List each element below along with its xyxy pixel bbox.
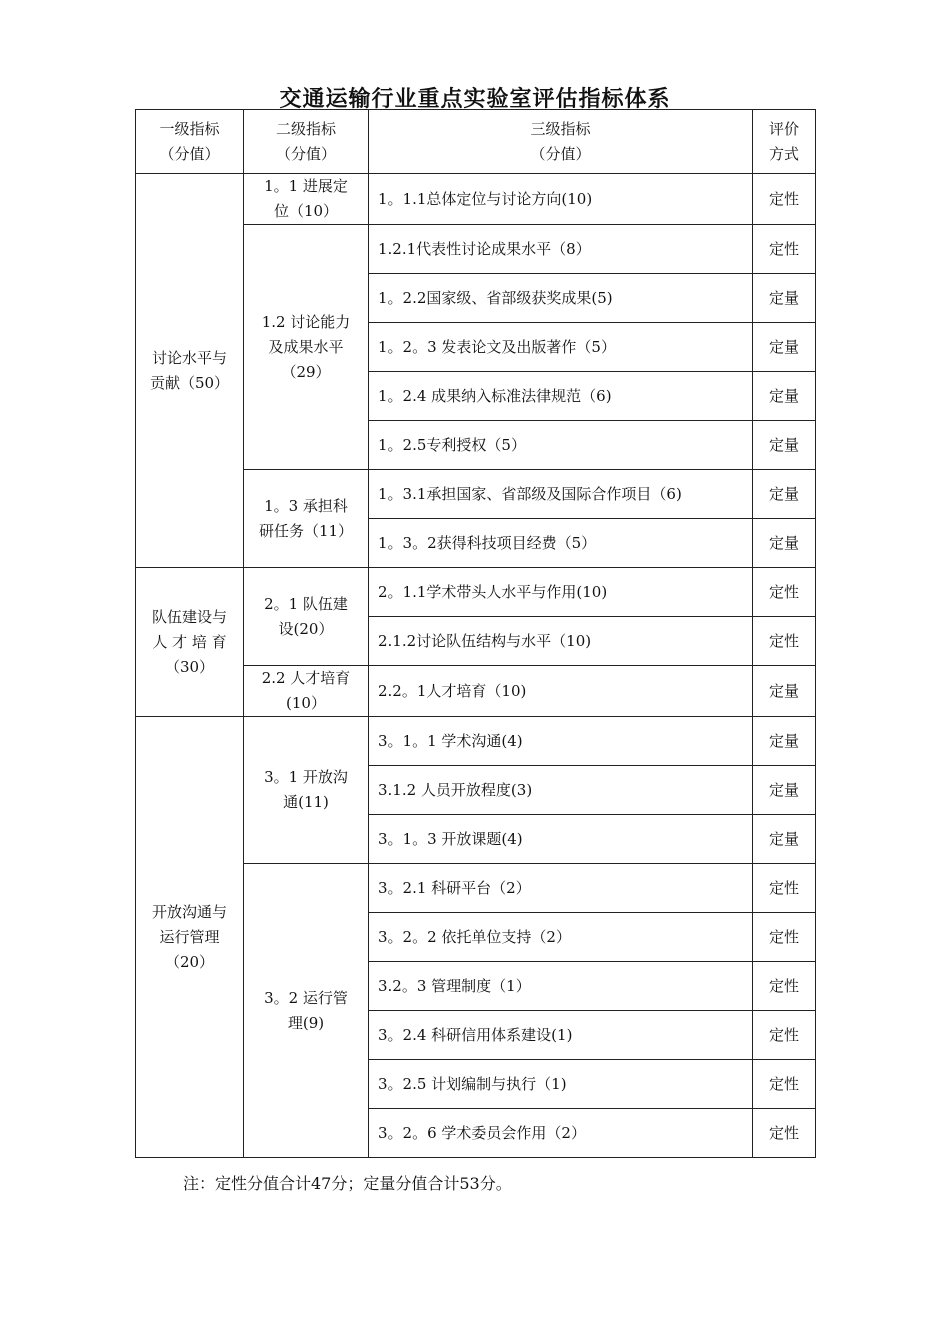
- level3-cell: 3。2.1 科研平台（2）: [369, 864, 753, 913]
- level3-cell: 1。2.4 成果纳入标准法律规范（6): [369, 372, 753, 421]
- method-cell: 定性: [753, 225, 816, 274]
- header-method: 评价 方式: [753, 110, 816, 174]
- method-cell: 定量: [753, 717, 816, 766]
- level3-cell: 1。2.2国家级、省部级获奖成果(5): [369, 274, 753, 323]
- method-cell: 定量: [753, 470, 816, 519]
- level2-cell: 1。3 承担科 研任务（11）: [244, 470, 369, 568]
- method-cell: 定量: [753, 421, 816, 470]
- method-cell: 定量: [753, 766, 816, 815]
- header-level3: 三级指标 （分值）: [369, 110, 753, 174]
- level2-cell: 1。1 进展定 位（10）: [244, 174, 369, 225]
- level3-cell: 1。2.5专利授权（5）: [369, 421, 753, 470]
- level3-cell: 3。1。3 开放课题(4): [369, 815, 753, 864]
- level3-cell: 3。2.4 科研信用体系建设(1): [369, 1011, 753, 1060]
- method-cell: 定量: [753, 323, 816, 372]
- level2-cell: 3。1 开放沟 通(11): [244, 717, 369, 864]
- method-cell: 定量: [753, 274, 816, 323]
- header-row: [136, 110, 816, 174]
- level3-cell: 1。1.1总体定位与讨论方向(10): [369, 174, 753, 225]
- level1-cell: 讨论水平与 贡献（50）: [136, 174, 244, 568]
- level3-cell: 1。2。3 发表论文及出版著作（5）: [369, 323, 753, 372]
- table-row: [136, 568, 816, 617]
- method-cell: 定性: [753, 913, 816, 962]
- method-cell: 定量: [753, 372, 816, 421]
- header-level1: 一级指标 （分值）: [136, 110, 244, 174]
- level3-cell: 3。2.5 计划编制与执行（1): [369, 1060, 753, 1109]
- level3-cell: 3。2。2 依托单位支持（2）: [369, 913, 753, 962]
- level3-cell: 2.2。1人才培育（10): [369, 666, 753, 717]
- level3-cell: 2.1.2讨论队伍结构与水平（10): [369, 617, 753, 666]
- level2-cell: 3。2 运行管 理(9): [244, 864, 369, 1158]
- level1-cell: 队伍建设与 人 才 培 育 （30）: [136, 568, 244, 717]
- method-cell: 定性: [753, 568, 816, 617]
- method-cell: 定性: [753, 1011, 816, 1060]
- table-row: [136, 717, 816, 766]
- level3-cell: 3.1.2 人员开放程度(3): [369, 766, 753, 815]
- method-cell: 定性: [753, 617, 816, 666]
- header-level2: 二级指标 （分值）: [244, 110, 369, 174]
- method-cell: 定性: [753, 864, 816, 913]
- method-cell: 定性: [753, 962, 816, 1011]
- level3-cell: 1。3。2获得科技项目经费（5）: [369, 519, 753, 568]
- method-cell: 定量: [753, 519, 816, 568]
- level3-cell: 3.2。3 管理制度（1）: [369, 962, 753, 1011]
- level3-cell: 3。1。1 学术沟通(4): [369, 717, 753, 766]
- level1-cell: 开放沟通与 运行管理 （20）: [136, 717, 244, 1158]
- method-cell: 定性: [753, 174, 816, 225]
- method-cell: 定性: [753, 1109, 816, 1158]
- page-title: 交通运输行业重点实验室评估指标体系: [279, 87, 671, 112]
- method-cell: 定性: [753, 1060, 816, 1109]
- method-cell: 定量: [753, 666, 816, 717]
- method-cell: 定量: [753, 815, 816, 864]
- level2-cell: 2.2 人才培育 (10）: [244, 666, 369, 717]
- level2-cell: 1.2 讨论能力 及成果水平 （29）: [244, 225, 369, 470]
- level3-cell: 3。2。6 学术委员会作用（2）: [369, 1109, 753, 1158]
- level3-cell: 2。1.1学术带头人水平与作用(10): [369, 568, 753, 617]
- level3-cell: 1.2.1代表性讨论成果水平（8）: [369, 225, 753, 274]
- level3-cell: 1。3.1承担国家、省部级及国际合作项目（6): [369, 470, 753, 519]
- indicator-table: [135, 109, 816, 1158]
- level2-cell: 2。1 队伍建 设(20）: [244, 568, 369, 666]
- footnote: 注：定性分值合计47分；定量分值合计53分。: [183, 1174, 512, 1193]
- table-row: [136, 174, 816, 225]
